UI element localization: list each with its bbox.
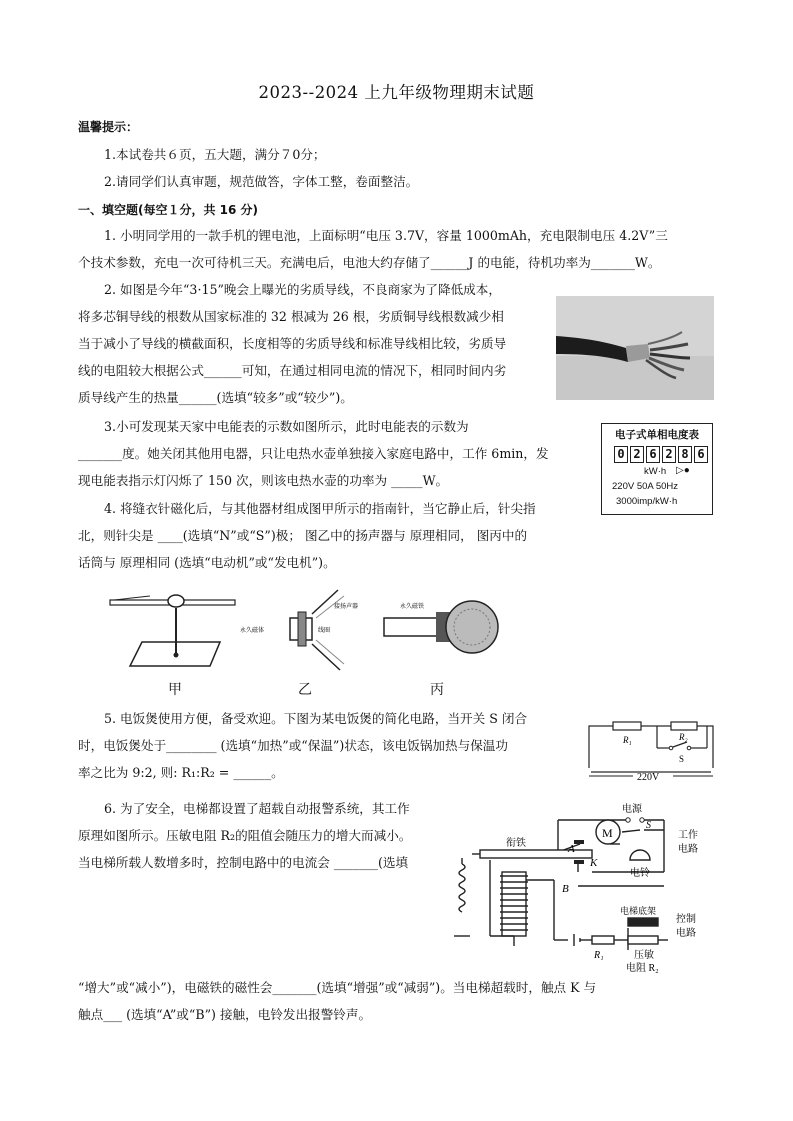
meter-digit: 6 bbox=[694, 446, 708, 463]
section-heading: 一、填空题(每空１分，共 16 分) bbox=[78, 203, 259, 217]
svg-text:永久磁铁: 永久磁铁 bbox=[400, 604, 425, 610]
floor-label: 电梯底架 bbox=[620, 906, 657, 916]
power-label: 电源 bbox=[622, 804, 642, 815]
question-1-line: 1. 小明同学用的一款手机的锂电池，上面标明“电压 3.7V，容量 1000mAh，充电限制电压 4.2V”三 bbox=[104, 228, 668, 243]
switch-s-label: S bbox=[646, 820, 651, 831]
meter-digit: 0 bbox=[614, 446, 628, 463]
r2-label: R₂ bbox=[679, 732, 688, 742]
page-title: 2023--2024 上九年级物理期末试题 bbox=[258, 83, 535, 102]
svg-text:接扬声器: 接扬声器 bbox=[334, 604, 359, 610]
meter-digits bbox=[614, 446, 708, 463]
notice-heading: 温馨提示： bbox=[78, 120, 139, 134]
question-2-line: 将多芯铜导线的根数从国家标准的 32 根减为 26 根，劣质铜导线根数减少相 bbox=[78, 309, 504, 324]
question-5-line: 时，电饭煲处于________ (选填“加热”或“保温”)状态，该电饭锅加热与保温功 bbox=[78, 738, 508, 753]
meter-digit: 2 bbox=[630, 446, 644, 463]
control-circuit-label: 电路 bbox=[676, 928, 696, 939]
figure-caption-bing: 丙 bbox=[430, 682, 444, 698]
meter-specs: 220V 50A 50Hz bbox=[612, 481, 679, 492]
r1-label: R₁ bbox=[594, 950, 604, 961]
microphone-figure bbox=[384, 601, 498, 653]
compass-needle-figure bbox=[110, 595, 235, 666]
notice-item: 1.本试卷共６页，五大题，满分７0分； bbox=[104, 147, 326, 162]
question-2-line: 线的电阻较大根据公式______可知，在通过相同电流的情况下，相同时间内劣 bbox=[78, 363, 507, 378]
svg-text:永久磁体: 永久磁体 bbox=[240, 628, 265, 634]
question-2-line: 2. 如图是今年“3·15”晚会上曝光的劣质导线，不良商家为了降低成本， bbox=[104, 282, 501, 297]
notice-item: 2.请同学们认真审题，规范做答，字体工整，卷面整洁。 bbox=[104, 174, 419, 189]
meter-unit: kW·h bbox=[644, 466, 667, 477]
question-2-line: 当于减小了导线的横截面积，长度相等的劣质导线和标准导线相比较，劣质导 bbox=[78, 336, 507, 351]
r1-label: R₁ bbox=[623, 735, 632, 745]
q4-figures bbox=[100, 588, 520, 680]
bell-icon bbox=[630, 850, 650, 860]
figure-caption-yi: 乙 bbox=[298, 682, 312, 698]
iron-label: 衔铁 bbox=[506, 838, 526, 849]
bell-label: 电铃 bbox=[630, 868, 650, 879]
voltage-label: 220V bbox=[637, 772, 660, 783]
contact-a-label: A bbox=[568, 843, 575, 855]
meter-imp: 3000imp/kW·h bbox=[616, 496, 678, 507]
question-4-line: 北，则针尖是 ____(选填“N”或“S”)极； 图乙中的扬声器与 原理相同， 图丙中的 bbox=[78, 528, 528, 543]
question-3-line: 现电能表指示灯闪烁了 150 次，则该电热水壶的功率为 _____W。 bbox=[78, 473, 449, 488]
indicator-light-icon: ▷● bbox=[676, 465, 690, 476]
speaker-figure bbox=[240, 590, 358, 670]
question-5-line: 率之比为 9:2, 则: R₁:R₂ = ______。 bbox=[78, 765, 284, 780]
question-4-line: 话筒与 原理相同 (选填“电动机”或“发电机”)。 bbox=[78, 555, 336, 570]
figure-caption-jia: 甲 bbox=[168, 682, 182, 698]
rice-cooker-circuit bbox=[583, 718, 723, 784]
question-6-line: “增大”或“减小”)，电磁铁的磁性会_______(选填“增强”或“减弱”)。当电梯超载时，触点 K 与 bbox=[78, 980, 597, 995]
contact-k-label: K bbox=[590, 857, 598, 869]
question-2-line: 质导线产生的热量______(选填“较多”或“较少”)。 bbox=[78, 390, 353, 405]
wire-photo bbox=[556, 296, 714, 400]
question-3-line: _______度。她关闭其他用电器，只让电热水壶单独接入家庭电路中，工作 6min，发 bbox=[78, 446, 549, 461]
elevator-alarm-circuit bbox=[450, 800, 712, 974]
meter-digit: 8 bbox=[678, 446, 692, 463]
question-6-line: 当电梯所载人数增多时，控制电路中的电流会 _______(选填 bbox=[78, 855, 409, 870]
question-5-line: 5. 电饭煲使用方便，备受欢迎。下图为某电饭煲的简化电路，当开关 S 闭合 bbox=[104, 711, 528, 726]
question-6-line: 原理如图所示。压敏电阻 R₂的阻值会随压力的增大而减小。 bbox=[78, 828, 412, 843]
pressure-resistor-label: 压敏 bbox=[634, 950, 654, 961]
control-circuit-label: 控制 bbox=[676, 914, 696, 925]
contact-b-label: B bbox=[562, 883, 569, 895]
energy-meter bbox=[601, 423, 713, 515]
switch-label: S bbox=[679, 754, 685, 764]
question-3-line: 3.小可发现某天家中电能表的示数如图所示，此时电能表的示数为 bbox=[104, 419, 469, 434]
meter-digit: 2 bbox=[662, 446, 676, 463]
question-4-line: 4. 将缝衣针磁化后，与其他器材组成图甲所示的指南针，当它静止后，针尖指 bbox=[104, 501, 536, 516]
question-6-line: 触点___ (选填“A”或“B”) 接触，电铃发出报警铃声。 bbox=[78, 1007, 372, 1022]
meter-title: 电子式单相电度表 bbox=[615, 429, 699, 441]
question-1-line: 个技术参数，充电一次可待机三天。充满电后，电池大约存储了______J 的电能，待机功率为_______W。 bbox=[78, 255, 661, 270]
pressure-resistor-label: 电阻 R₂ bbox=[626, 963, 659, 974]
work-circuit-label: 工作 bbox=[678, 830, 698, 841]
question-6-line: 6. 为了安全，电梯都设置了超载自动报警系统，其工作 bbox=[104, 801, 410, 816]
motor-label: M bbox=[602, 826, 613, 840]
meter-digit: 6 bbox=[646, 446, 660, 463]
work-circuit-label: 电路 bbox=[678, 844, 698, 855]
svg-text:线圈: 线圈 bbox=[318, 628, 331, 634]
